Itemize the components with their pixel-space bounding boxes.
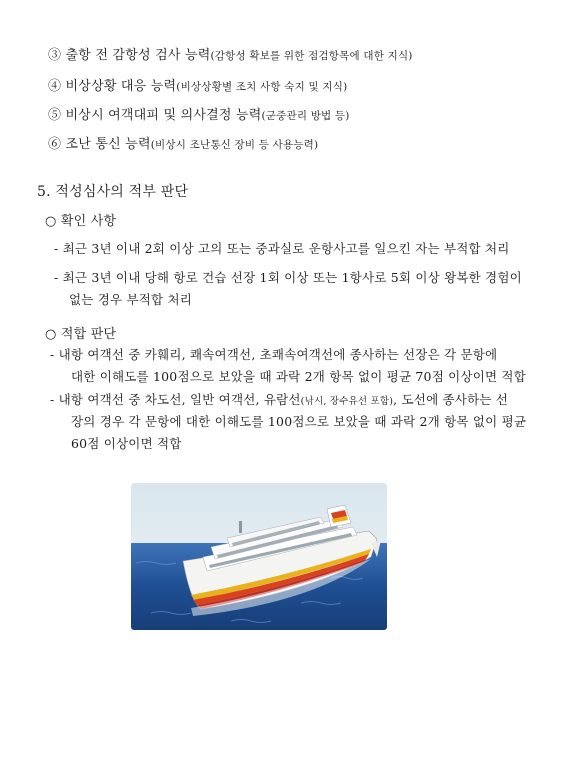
item-3: [48, 44, 413, 63]
item-5: [48, 104, 350, 123]
judge-heading: ○ 적합 판단: [45, 327, 117, 342]
judge-bullet-1-line-1: - 내항 여객선 중 카훼리, 쾌속여객선, 초쾌속여객선에 종사하는 선장은 각 문항에: [50, 347, 498, 362]
item-3-text: 출항 전 감항성 검사 능력: [65, 48, 211, 63]
item-5-mark: ⑤: [48, 108, 62, 123]
judge-bullet-2-line-3: 60점 이상이면 적합: [71, 436, 182, 451]
judge-bullet-2-line-2: 장의 경우 각 문항에 대한 이해도를 100점으로 보았을 때 과락 2개 항목 없이 평균: [71, 414, 527, 429]
item-4-mark: ④: [48, 79, 62, 94]
ferry-ship-illustration: [131, 483, 387, 630]
ship-mast: [239, 521, 242, 533]
item-5-note: (군중관리 방법 등): [261, 110, 350, 122]
ferry-ship-photo: [131, 483, 387, 630]
confirm-bullet-2-line-2: 없는 경우 부적합 처리: [69, 292, 192, 307]
judge-bullet-2-note: (낚시, 장수유선 포함): [300, 396, 394, 407]
judge-bullet-2-text-a: - 내항 여객선 중 차도선, 일반 여객선, 유람선: [50, 392, 301, 407]
item-6-mark: ⑥: [48, 137, 62, 152]
section-title: 5. 적성심사의 적부 판단: [37, 184, 189, 200]
item-6-note: (비상시 조난통신 장비 등 사용능력): [150, 139, 319, 151]
item-3-note: (감항성 확보를 위한 점검항목에 대한 지식): [210, 50, 413, 62]
item-3-mark: ③: [48, 48, 62, 63]
item-5-text: 비상시 여객대피 및 의사결정 능력: [65, 108, 262, 123]
confirm-heading: ○ 확인 사항: [45, 214, 117, 229]
item-6-text: 조난 통신 능력: [65, 137, 151, 152]
judge-bullet-2-line-1: [50, 390, 508, 408]
item-4: [48, 75, 347, 94]
item-6: [48, 133, 318, 152]
item-4-note: (비상상황별 조치 사항 숙지 및 지식): [176, 81, 348, 93]
confirm-bullet-2-line-1: - 최근 3년 이내 당해 항로 건습 선장 1회 이상 또는 1항사로 5회 이상 왕복한 경험이: [54, 270, 522, 285]
item-4-text: 비상상황 대응 능력: [65, 79, 177, 94]
judge-bullet-2-text-c: , 도선에 종사하는 선: [393, 392, 509, 407]
judge-bullet-1-line-2: 대한 이해도를 100점으로 보았을 때 과락 2개 항목 없이 평균 70점 이상이면 적합: [71, 369, 526, 384]
confirm-bullet-1: - 최근 3년 이내 2회 이상 고의 또는 중과실로 운항사고를 일으킨 자는 부적합 처리: [54, 241, 510, 256]
